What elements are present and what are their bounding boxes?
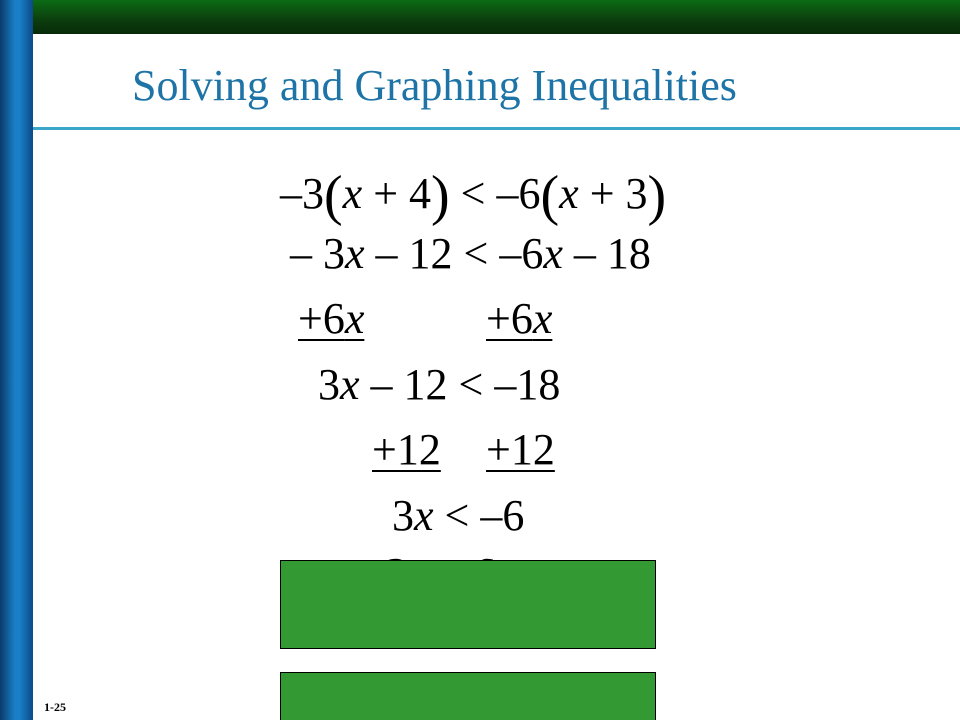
step-1-var: x (342, 169, 363, 218)
step-2-part-b: – 12 < –6 (364, 229, 544, 278)
step-6-coef: 3 (392, 491, 414, 540)
step-3-right-add (486, 294, 553, 343)
step-5-right-add: +12 (486, 425, 555, 474)
side-accent-bar (0, 0, 33, 720)
top-accent-bar (33, 0, 960, 34)
open-paren: ( (540, 165, 560, 227)
close-paren: ) (431, 165, 450, 227)
step-3-left-add (298, 294, 365, 343)
step-1-rhs-coef: < –6 (449, 169, 541, 218)
step-1-const: + 4 (362, 169, 432, 218)
reveal-box-2[interactable] (280, 672, 656, 720)
step-6-rest: < –6 (433, 491, 525, 540)
step-2-equation (290, 229, 651, 278)
step-4-coef: 3 (318, 360, 340, 409)
step-4-var: x (340, 360, 360, 409)
close-paren: ) (647, 165, 667, 227)
step-3-right-num: +6 (486, 294, 533, 343)
title-divider (33, 127, 960, 130)
step-3-left-num: +6 (298, 294, 345, 343)
open-paren: ( (324, 165, 343, 227)
step-4-rest: – 12 < –18 (359, 360, 561, 409)
step-1-equation (280, 165, 667, 227)
step-4-equation (318, 360, 561, 409)
slide-title: Solving and Graphing Inequalities (132, 61, 737, 110)
step-1-rhs-var: x (559, 169, 579, 218)
step-5-left-add: +12 (372, 425, 441, 474)
reveal-box-1[interactable] (280, 560, 656, 649)
step-3-left-var: x (344, 294, 365, 343)
step-6-var: x (414, 491, 434, 540)
step-6-equation (392, 491, 525, 540)
step-2-var-b: x (543, 229, 563, 278)
slide-number: 1-25 (44, 700, 66, 714)
step-2-part-a: – 3 (290, 229, 345, 278)
step-1-coef: –3 (280, 169, 324, 218)
step-2-var-a: x (345, 229, 365, 278)
step-3-right-var: x (532, 294, 553, 343)
step-1-rhs-const: + 3 (578, 169, 648, 218)
step-2-part-c: – 18 (562, 229, 651, 278)
